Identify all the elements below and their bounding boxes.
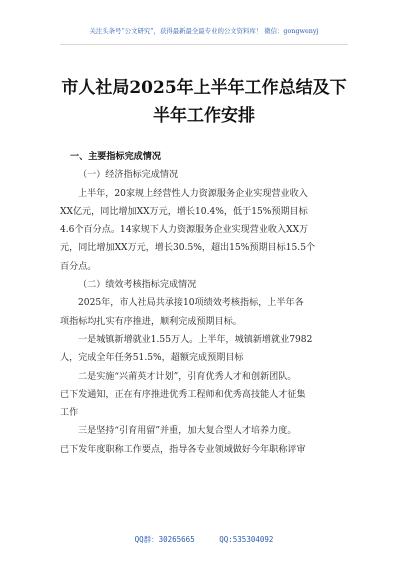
body-line: 项指标均扎实有序推进，顺利完成预期目标。 (60, 316, 242, 327)
body-line: 一、主要指标完成情况 (70, 151, 161, 162)
body-line: 上半年，20家规上经营性人力资源服务企业实现营业收入 (78, 188, 308, 199)
title-line-1: 市人社局2025年上半年工作总结及下 (61, 78, 347, 98)
page-header (0, 0, 408, 62)
title-line-2: 半年工作安排 (153, 106, 255, 126)
body-line: 已下发年度职称工作要点，指导各专业领域做好今年职称评审 (60, 444, 306, 455)
body-line: 百分点。 (60, 261, 97, 272)
page-footer (0, 534, 408, 550)
document-title (50, 74, 358, 130)
body-line: 2025年，市人社局共承接10项绩效考核指标，上半年各 (78, 298, 304, 309)
body-line: 三是坚持“引育用留”并重，加大复合型人才培养力度。 (78, 426, 297, 437)
body-line: 4.6个百分点。14家规下人力资源服务企业实现营业收入XX万 (60, 225, 309, 236)
body-line: （一）经济指标完成情况 (78, 170, 179, 181)
body-line: 人，完成全年任务51.5%，超额完成预期目标 (60, 353, 244, 364)
body-line: 工作 (60, 408, 79, 419)
footer-qq-group: QQ群：30265665 (134, 535, 195, 544)
body-line: 已下发通知，正在有序推进优秀工程师和优秀高技能人才征集 (60, 389, 306, 400)
body-line: 二是实施“兴莆英才计划”，引育优秀人才和创新团队。 (78, 371, 297, 382)
body-line: （二）绩效考核指标完成情况 (78, 280, 197, 291)
header-divider (60, 44, 348, 45)
header-promo-text: 关注头条号“公文研究”，获得最新最全最专业的公文资料库！ 微信：gongwenyj (89, 27, 319, 35)
body-line: 元，同比增加XX万元，增长30.5%，超出15%预期目标15.5个 (60, 243, 316, 254)
body-line: XX亿元，同比增加XX万元，增长10.4%，低于15%预期目标 (60, 206, 308, 217)
footer-qq-contact: QQ:535304092 (219, 535, 274, 544)
document-body (60, 148, 350, 459)
body-line: 一是城镇新增就业1.55万人。上半年，城镇新增就业7982 (78, 334, 313, 345)
